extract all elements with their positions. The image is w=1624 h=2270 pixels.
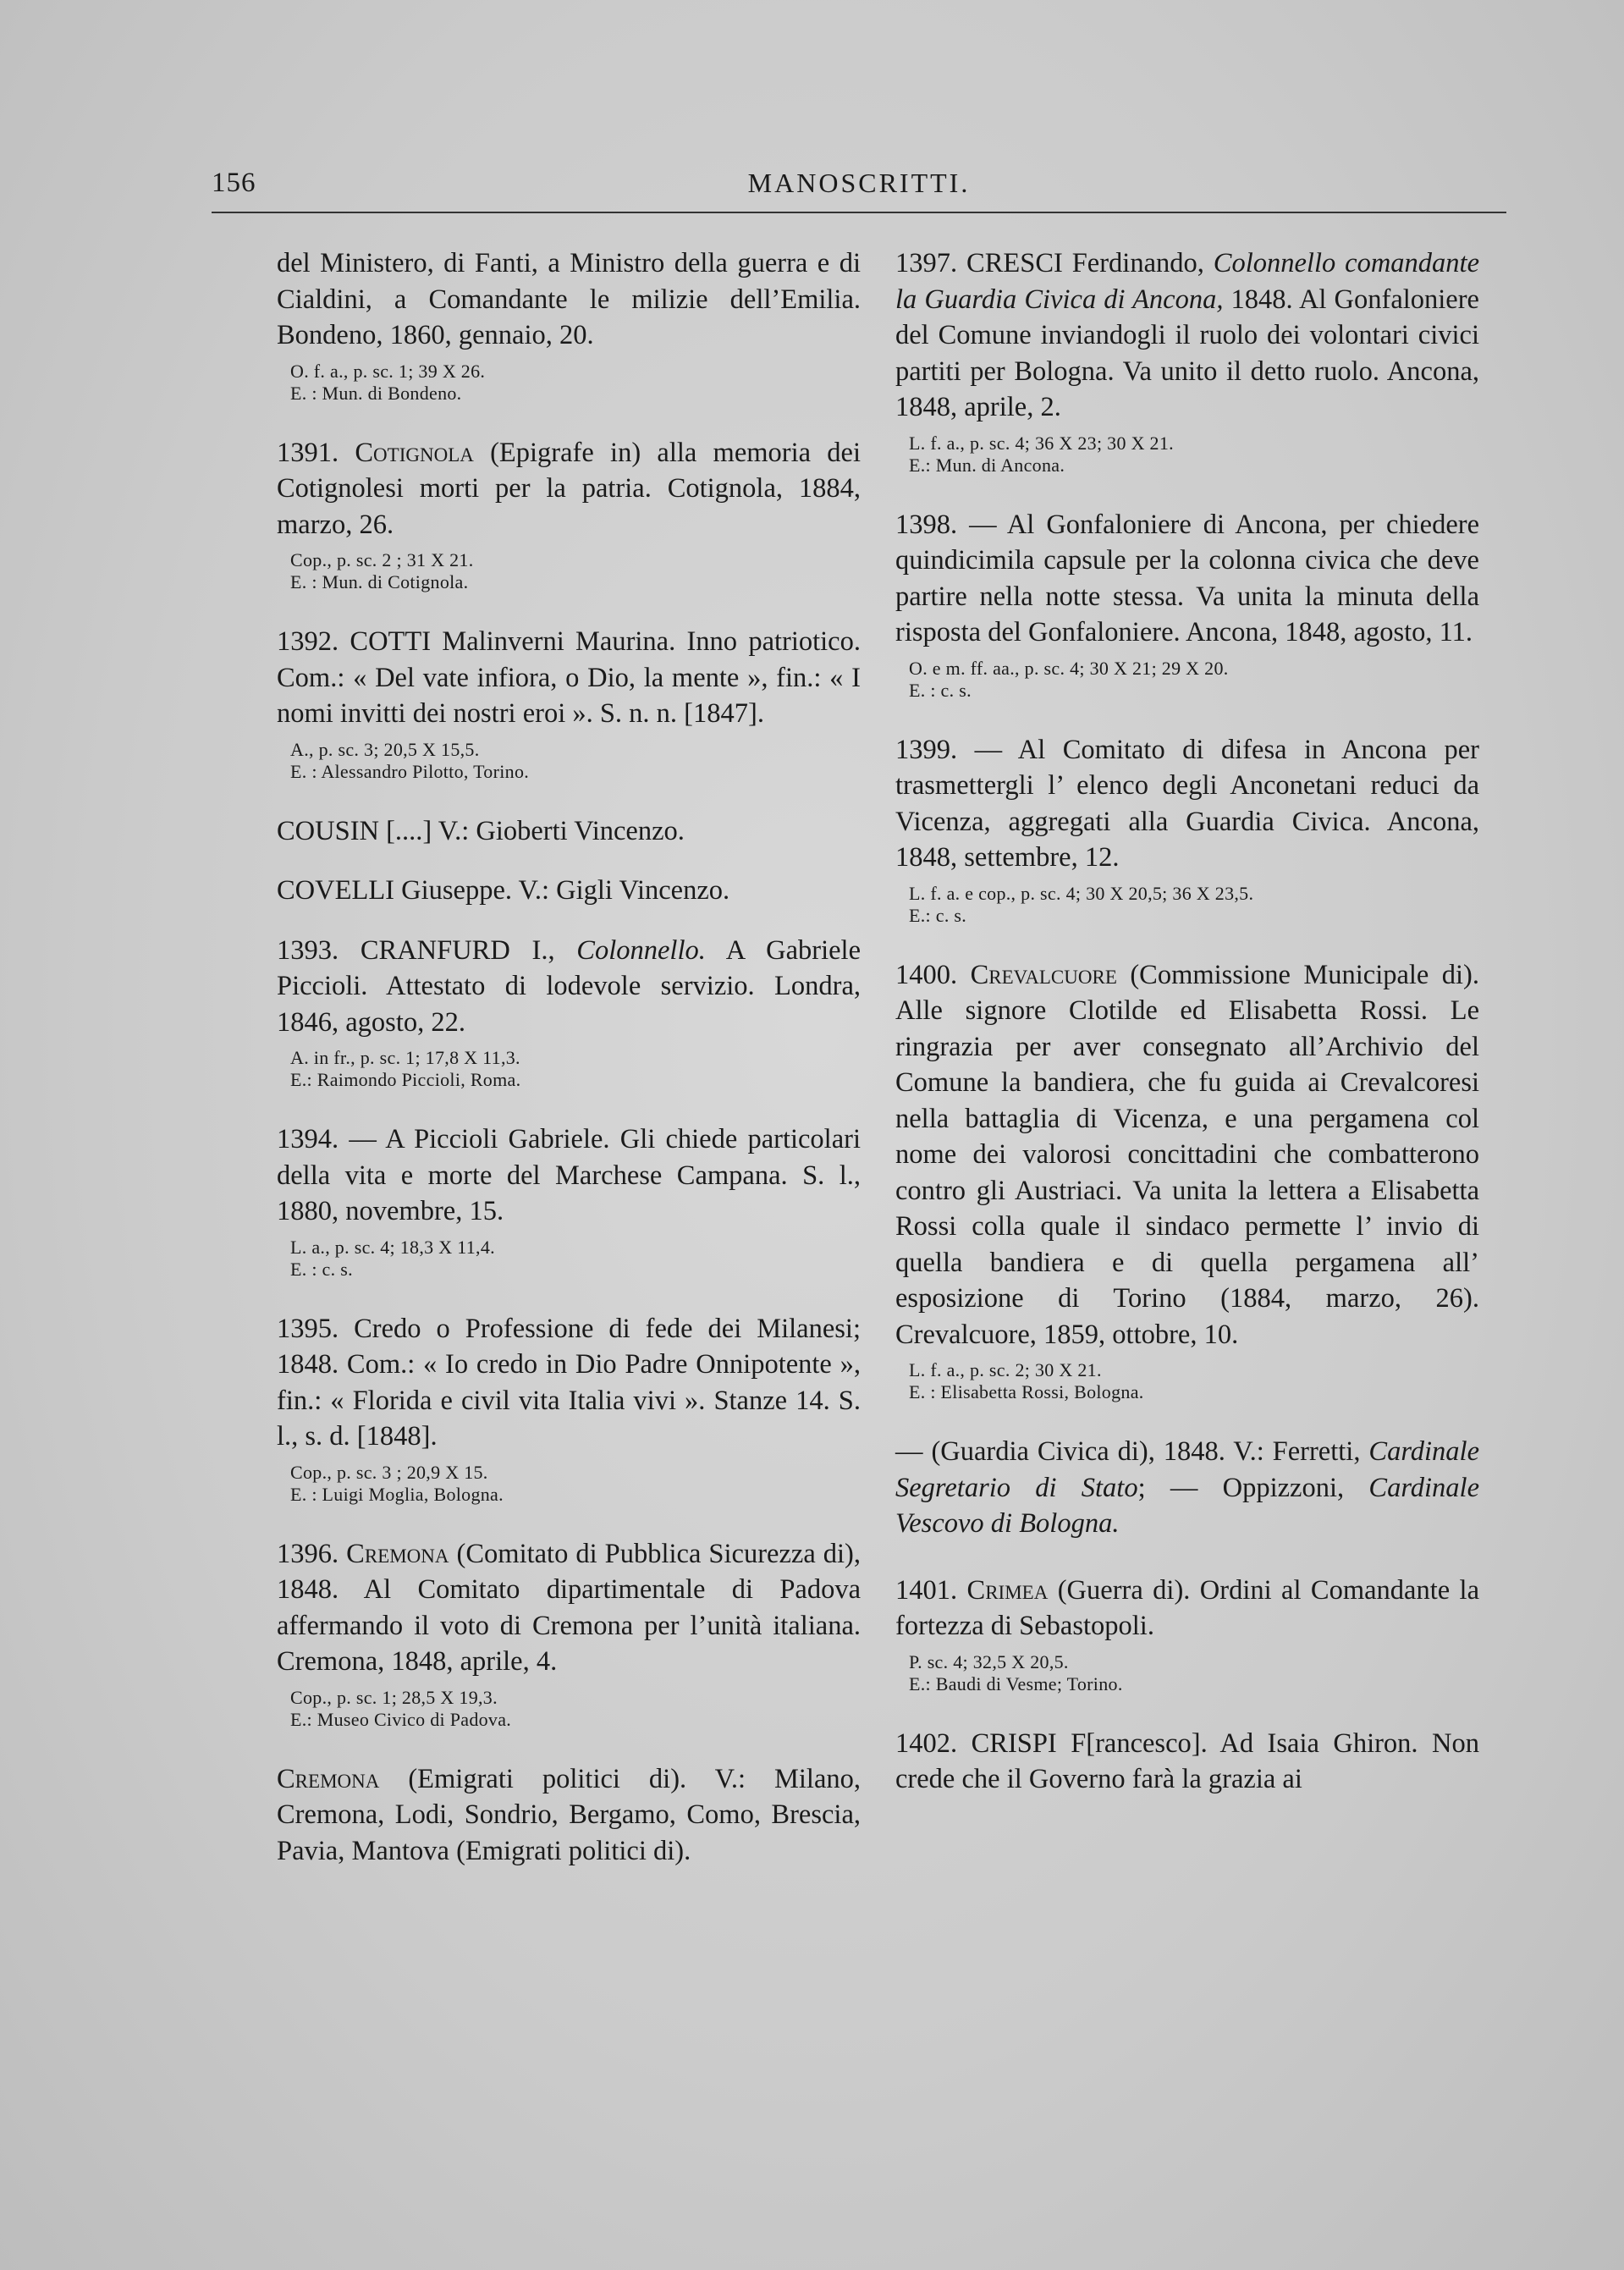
entry-body: (Emigrati politici di). V.: Milano, Cremona, Lodi, Sondrio, Bergamo, Como, Brescia, Pavia, Mantova (Emigrati politici di).: [277, 1763, 861, 1866]
entry-note: L. a., p. sc. 4; 18,3 X 11,4.: [290, 1236, 495, 1258]
entry-italic: Colonnello comandante la Guardia Civica di Ancona,: [895, 248, 1479, 315]
entry-note: O. e m. ff. aa., p. sc. 4; 30 X 21; 29 X 20.: [909, 657, 1229, 679]
page-header: [212, 168, 1506, 205]
cross-reference-cremona: [277, 1761, 861, 1870]
entry-body: (Epigrafe in) alla memoria dei Cotignolesi morti per la patria. Cotignola, 1884, marzo, 26.: [277, 437, 861, 540]
running-title: MANOSCRITTI.: [747, 168, 971, 198]
entry-body: 1393. CRANFURD I.,: [277, 934, 577, 966]
entry-1394: [277, 1121, 861, 1281]
entry-1400: [895, 957, 1479, 1404]
entry-note: A. in fr., p. sc. 1; 17,8 X 11,3.: [290, 1047, 520, 1068]
entry-heading: Crevalcuore: [970, 959, 1117, 990]
entry-text: 1395. Credo o Professione di fede dei Milanesi; 1848. Com.: « Io credo in Dio Padre Onnipotente », fin.: « Florida e civil vita Italia vivi ». Stanze 14. S. l., s. d. [1848].: [277, 1313, 861, 1452]
entry-body: 1848. Al Gonfaloniere del Comune inviandogli il ruolo dei volontari civici partiti per Bologna. Va unito il detto ruolo. Ancona, 1848, aprile, 2.: [895, 284, 1479, 422]
cross-reference-cousin: [277, 813, 861, 850]
entry-text: [895, 1573, 1479, 1645]
page-number: 156: [212, 168, 256, 198]
entry-note: E.: Mun. di Ancona.: [909, 454, 1065, 476]
entry-text: COUSIN [....] V.: Gioberti Vincenzo.: [277, 815, 685, 846]
entry-heading: Cremona: [277, 1763, 380, 1794]
entry-note: O. f. a., p. sc. 1; 39 X 26.: [290, 360, 486, 382]
entry-1392: [277, 624, 861, 783]
entry-text: [277, 933, 861, 1041]
entry-text: 1398. — Al Gonfaloniere di Ancona, per chiedere quindicimila capsule per la colonna civica che deve partire nella notte stessa. Va unita la minuta della risposta del Gonfaloniere. Ancona, 1848, agosto, 11.: [895, 509, 1479, 647]
entry-note: Cop., p. sc. 2 ; 31 X 21.: [290, 549, 474, 570]
entry-1402: [895, 1726, 1479, 1798]
left-column: [277, 245, 861, 1899]
entry-note: E. : Alessandro Pilotto, Torino.: [290, 760, 530, 782]
right-column: [895, 245, 1479, 1828]
entry-body: (Guerra di). Ordini al Comandante la fortezza di Sebastopoli.: [895, 1574, 1480, 1641]
entry-note: E.: Raimondo Piccioli, Roma.: [290, 1069, 521, 1090]
entry-note: E. : c. s.: [290, 1258, 353, 1280]
entry-1398: [895, 507, 1479, 702]
entry-1401: [895, 1573, 1479, 1695]
entry-note: E. : Luigi Moglia, Bologna.: [290, 1483, 504, 1505]
entry-note: Cop., p. sc. 1; 28,5 X 19,3.: [290, 1686, 498, 1708]
entry-note: E.: Museo Civico di Padova.: [290, 1708, 512, 1730]
cross-reference-guardia-civica: [895, 1434, 1479, 1542]
entry-text: COVELLI Giuseppe. V.: Gigli Vincenzo.: [277, 875, 730, 906]
entry-note: Cop., p. sc. 3 ; 20,9 X 15.: [290, 1461, 488, 1483]
entry-text: 1399. — Al Comitato di difesa in Ancona per trasmettergli l’ elenco degli Anconetani reduci da Vicenza, aggregati alla Guardia Civica. Ancona, 1848, settembre, 12.: [895, 734, 1479, 873]
entry-1391: [277, 435, 861, 594]
entry-heading: Crimea: [966, 1574, 1049, 1606]
entry-body: (Commissione Municipale di). Alle signore Clotilde ed Elisabetta Rossi. Le ringrazia per aver consegnato all’Archivio del Comune la bandiera, che fu guida ai Crevalcoresi nella battaglia di Vicenza, e una pergamena col nome dei valorosi concittadini che combatterono contro gli Austriaci. Va unita la lettera a Elisabetta Rossi colla quale il sindaco permette l’ invio di quella bandiera e di quella pergamena all’ esposizione di Torino (1884, marzo, 26). Crevalcuore, 1859, ottobre, 10.: [895, 959, 1480, 1350]
entry-continuation: [277, 245, 861, 405]
entry-body: — (Guardia Civica di), 1848. V.: Ferretti,: [895, 1436, 1369, 1467]
entry-text: [277, 1536, 861, 1680]
entry-number: 1401.: [895, 1574, 967, 1606]
entry-1397: [895, 245, 1479, 477]
entry-body: A Gabriele Piccioli. Attestato di lodevole servizio. Londra, 1846, agosto, 22.: [277, 934, 862, 1038]
entry-text: [895, 245, 1479, 426]
entry-1399: [895, 732, 1479, 927]
entry-text: [895, 1434, 1479, 1542]
entry-heading: Cotignola: [355, 437, 474, 468]
header-rule: [212, 212, 1506, 213]
entry-text: [277, 435, 861, 543]
entry-italic: Cardinale Vescovo di Bologna.: [895, 1472, 1479, 1539]
entry-number: 1396.: [277, 1538, 347, 1569]
entry-note: E. : Mun. di Bondeno.: [290, 382, 462, 404]
entry-italic: Cardinale Segretario di Stato: [895, 1436, 1479, 1503]
entry-note: E. : Mun. di Cotignola.: [290, 571, 469, 592]
entry-body: (Comitato di Pubblica Sicurezza di), 1848. Al Comitato dipartimentale di Padova affermando il voto di Cremona per l’unità italiana. Cremona, 1848, aprile, 4.: [277, 1538, 861, 1677]
entry-text: [277, 1761, 861, 1870]
entry-body: 1397. CRESCI Ferdinando,: [895, 248, 1214, 278]
entry-body: ; — Oppizzoni,: [1137, 1472, 1369, 1503]
entry-text: 1392. COTTI Malinverni Maurina. Inno patriotico. Com.: « Del vate infiora, o Dio, la mente », fin.: « I nomi invitti dei nostri eroi ». S. n. n. [1847].: [277, 626, 861, 729]
entry-heading: Cremona: [346, 1538, 449, 1569]
entry-note: A., p. sc. 3; 20,5 X 15,5.: [290, 738, 480, 760]
entry-note: E.: c. s.: [909, 904, 967, 926]
entry-note: P. sc. 4; 32,5 X 20,5.: [909, 1650, 1069, 1672]
entry-note: L. f. a., p. sc. 2; 30 X 21.: [909, 1359, 1102, 1380]
entry-note: E. : Elisabetta Rossi, Bologna.: [909, 1381, 1144, 1402]
entry-1393: [277, 933, 861, 1092]
entry-note: E. : c. s.: [909, 679, 972, 701]
entry-number: 1400.: [895, 959, 971, 990]
entry-italic: Colonnello.: [576, 934, 706, 966]
cross-reference-covelli: [277, 873, 861, 909]
entry-text: 1394. — A Piccioli Gabriele. Gli chiede particolari della vita e morte del Marchese Campana. S. l., 1880, novembre, 15.: [277, 1124, 861, 1226]
entry-number: 1391.: [277, 437, 355, 468]
entry-note: L. f. a., p. sc. 4; 36 X 23; 30 X 21.: [909, 432, 1174, 454]
entry-note: L. f. a. e cop., p. sc. 4; 30 X 20,5; 36 X 23,5.: [909, 882, 1254, 904]
entry-text: del Ministero, di Fanti, a Ministro della guerra e di Cialdini, a Comandante le milizie dell’Emilia. Bondeno, 1860, gennaio, 20.: [277, 248, 861, 350]
entry-1396: [277, 1536, 861, 1731]
entry-note: E.: Baudi di Vesme; Torino.: [909, 1672, 1123, 1694]
entry-text: [895, 957, 1479, 1353]
entry-1395: [277, 1311, 861, 1506]
entry-text: 1402. CRISPI F[rancesco]. Ad Isaia Ghiron. Non crede che il Governo farà la grazia ai: [895, 1727, 1479, 1794]
